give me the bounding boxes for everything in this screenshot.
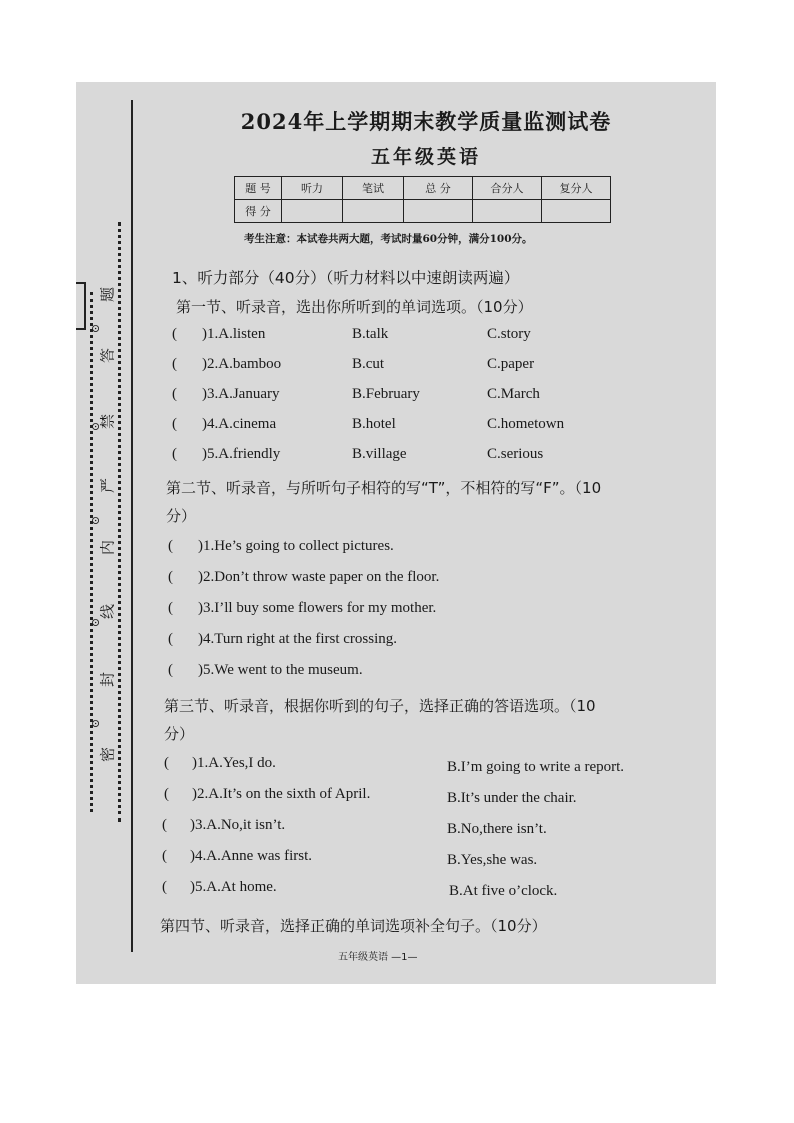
exam-title: 2024年上学期期末教学质量监测试卷: [240, 109, 612, 134]
question-option-a: )1.A.listen: [202, 326, 266, 342]
answer-paren[interactable]: (: [162, 848, 167, 864]
seal-circle: ⊙: [89, 718, 103, 729]
answer-paren[interactable]: (: [168, 569, 173, 585]
section1-heading: 第一节、听录音，选出你所听到的单词选项。（10分）: [176, 298, 533, 316]
exam-subtitle: 五年级英语: [370, 146, 481, 168]
score-table-cell: 合分人: [473, 177, 542, 200]
tf-question: )1.He’s going to collect pictures.: [198, 538, 394, 554]
answer-paren[interactable]: (: [168, 538, 173, 554]
question-option-b: B.talk: [352, 326, 389, 342]
seal-word-nei: 内: [98, 540, 117, 556]
response-option-b: B.It’s under the chair.: [447, 790, 577, 806]
answer-paren[interactable]: (: [168, 662, 173, 678]
answer-paren[interactable]: (: [164, 755, 169, 771]
seal-circle: ⊙: [89, 515, 103, 526]
question-option-c: C.hometown: [487, 416, 565, 432]
response-option-a: )1.A.Yes,I do.: [192, 755, 276, 771]
tf-question: )4.Turn right at the first crossing.: [198, 631, 398, 647]
question-option-b: B.cut: [352, 356, 385, 372]
score-table-cell: 总 分: [404, 177, 473, 200]
answer-paren[interactable]: (: [172, 416, 177, 432]
seal-circle: ⊙: [89, 421, 103, 432]
score-input-reviewer[interactable]: [542, 200, 611, 223]
page-footer: 五年级英语 —1—: [338, 952, 418, 963]
score-table-cell: 复分人: [542, 177, 611, 200]
answer-paren[interactable]: (: [172, 326, 177, 342]
score-input-written[interactable]: [343, 200, 404, 223]
section3-heading: 第三节、听录音，根据你听到的句子，选择正确的答语选项。（10: [164, 697, 596, 715]
dotted-line: [118, 222, 121, 822]
question-option-c: C.paper: [487, 356, 535, 372]
question-option-c: C.story: [487, 326, 531, 342]
binding-line: [131, 100, 133, 952]
score-input-adder[interactable]: [473, 200, 542, 223]
score-table: [234, 176, 611, 223]
question-option-b: B.hotel: [352, 416, 396, 432]
question-option-a: )3.A.January: [202, 386, 280, 402]
seal-word-xian: 线: [98, 604, 117, 620]
section3-heading-cont: 分）: [164, 725, 195, 743]
binding-mark-box: [76, 282, 86, 330]
score-table-header-row: [235, 177, 611, 200]
seal-word-ti: 题: [98, 287, 117, 303]
tf-question: )3.I’ll buy some flowers for my mother.: [198, 600, 437, 616]
score-table-score-row: [235, 200, 611, 223]
answer-paren[interactable]: (: [168, 600, 173, 616]
answer-paren[interactable]: (: [162, 879, 167, 895]
response-option-b: B.Yes,she was.: [447, 852, 538, 868]
section2-heading-cont: 分）: [166, 507, 197, 525]
response-option-a: )4.A.Anne was first.: [190, 848, 313, 864]
seal-circle: ⊙: [89, 617, 103, 628]
score-table-cell: 得 分: [235, 200, 282, 223]
answer-paren[interactable]: (: [172, 386, 177, 402]
part1-heading: 1、听力部分（40分）（听力材料以中速朗读两遍）: [172, 269, 520, 287]
answer-paren[interactable]: (: [172, 446, 177, 462]
question-option-a: )4.A.cinema: [202, 416, 277, 432]
binding-strip: [76, 82, 146, 984]
section4-heading: 第四节、听录音，选择正确的单词选项补全句子。（10分）: [160, 917, 547, 935]
question-option-b: B.village: [352, 446, 407, 462]
answer-paren[interactable]: (: [168, 631, 173, 647]
response-option-b: B.I’m going to write a report.: [447, 759, 625, 775]
question-option-a: )5.A.friendly: [202, 446, 281, 462]
score-table-cell: 笔试: [343, 177, 404, 200]
seal-word-yan: 严: [98, 478, 117, 494]
response-option-a: )5.A.At home.: [190, 879, 277, 895]
question-option-c: C.March: [487, 386, 540, 402]
response-option-b: B.At five o’clock.: [449, 883, 558, 899]
response-option-a: )3.A.No,it isn’t.: [190, 817, 286, 833]
exam-note: 考生注意：本试卷共两大题，考试时量60分钟，满分100分。: [244, 233, 533, 245]
answer-paren[interactable]: (: [172, 356, 177, 372]
answer-paren[interactable]: (: [164, 786, 169, 802]
tf-question: )2.Don’t throw waste paper on the floor.: [198, 569, 440, 585]
seal-word-feng: 封: [98, 672, 117, 688]
question-option-c: C.serious: [487, 446, 544, 462]
score-table-cell: 听力: [282, 177, 343, 200]
tf-question: )5.We went to the museum.: [198, 662, 363, 678]
exam-paper: [76, 82, 716, 984]
score-input-total[interactable]: [404, 200, 473, 223]
seal-word-jin: 禁: [98, 414, 117, 430]
score-table-cell: 题 号: [235, 177, 282, 200]
section2-heading: 第二节、听录音，与所听句子相符的写“T”，不相符的写“F”。（10: [166, 479, 602, 497]
seal-word-mi: 密: [98, 747, 117, 763]
response-option-b: B.No,there isn’t.: [447, 821, 547, 837]
dotted-line: [90, 292, 93, 812]
seal-circle: ⊙: [89, 323, 103, 334]
score-input-listening[interactable]: [282, 200, 343, 223]
answer-paren[interactable]: (: [162, 817, 167, 833]
question-option-b: B.February: [352, 386, 420, 402]
question-option-a: )2.A.bamboo: [202, 356, 282, 372]
response-option-a: )2.A.It’s on the sixth of April.: [192, 786, 371, 802]
seal-word-da: 答: [98, 348, 117, 364]
